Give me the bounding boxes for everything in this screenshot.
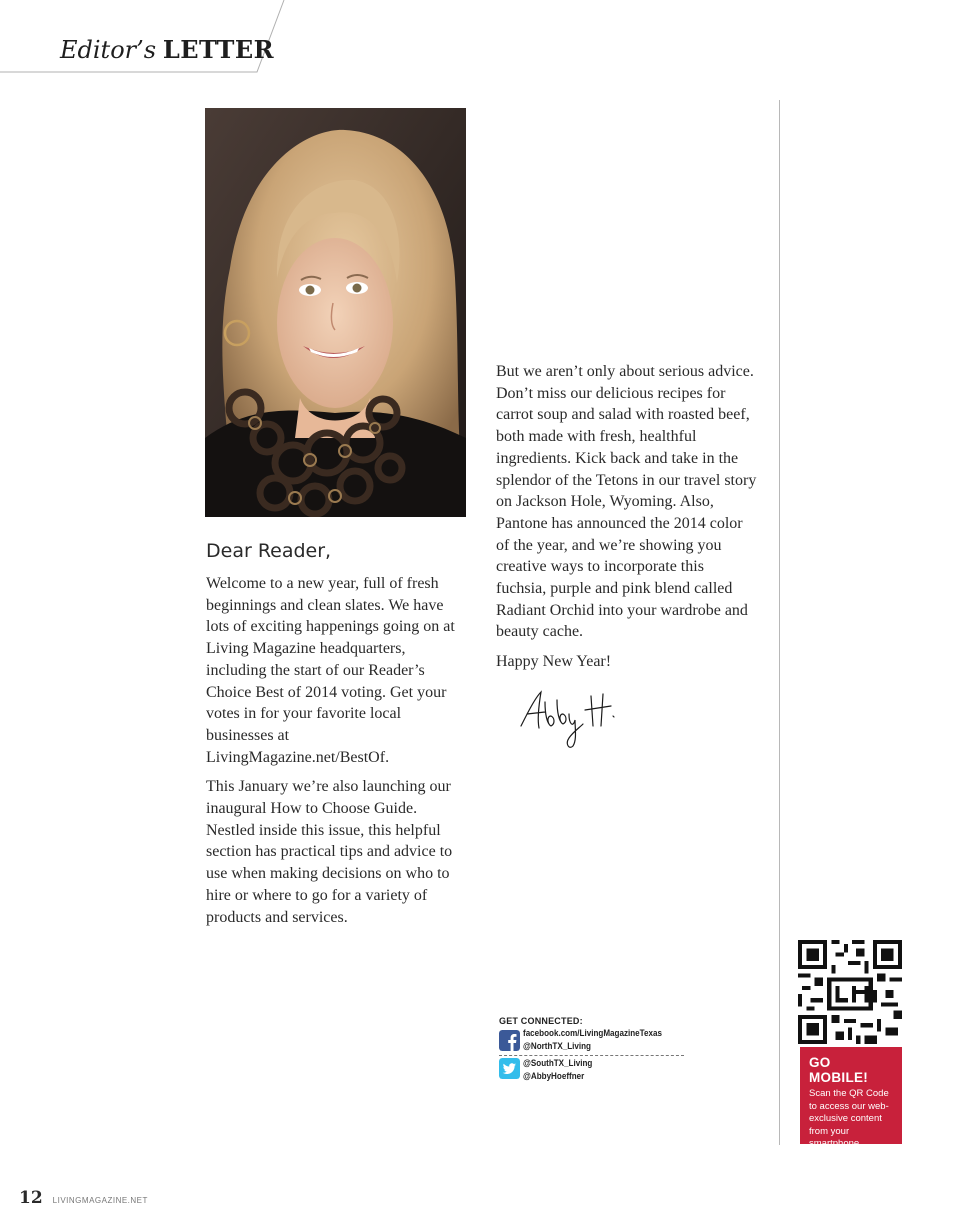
get-connected-block [499,1016,684,1083]
letter-paragraph: But we aren’t only about serious advice. Don’t miss our delicious recipes for carrot soup and salad with roasted beef, both made with fresh, healthful ingredients. Kick back and take in the splendor of the Tetons in our travel story on Jackson Hole, Wyoming. Also, Pantone has announced the 2014 color of the year, and we’re showing you creative ways to incorporate this fuchsia, purple and pink blend called Radiant Orchid into your wardrobe and beauty cache. [496,363,757,641]
editor-portrait-icon [205,108,466,517]
twitter-handle-abby[interactable]: @AbbyHoeffner [523,1070,585,1082]
facebook-row [499,1028,684,1056]
go-mobile-panel [800,1047,902,1150]
column-divider [779,100,780,1145]
page-number: 12 [19,1188,43,1208]
editor-signature [515,684,625,754]
letter-right-column [496,361,758,681]
section-title-italic: Editor’s [60,36,157,64]
qr-code-icon[interactable] [798,940,902,1044]
letter-left-column [206,573,468,936]
letter-salutation: Dear Reader, [206,540,332,562]
header-tab [0,0,290,74]
letter-closing: Happy New Year! [496,653,612,671]
section-title-bold: LETTER [162,35,275,64]
twitter-icon [499,1058,520,1079]
page-footer [19,1188,148,1208]
twitter-handle-north[interactable]: @NorthTX_Living [523,1040,591,1052]
site-url[interactable]: LIVINGMAGAZINE.NET [52,1196,148,1205]
letter-paragraph: Welcome to a new year, full of fresh beginnings and clean slates. We have lots of exciting happenings going on at Living Magazine headquarters, including the start of our Reader’s Choice Best of 2014 voting. Get your votes in for your favorite local businesses at LivingMagazine.net/BestOf. [206,575,455,766]
facebook-icon [499,1030,520,1051]
section-title [60,34,274,65]
twitter-handle-south[interactable]: @SouthTX_Living [523,1058,593,1069]
go-mobile-description: Scan the QR Code to access our web-exclusive content from your smartphone. [809,1088,889,1150]
twitter-row [499,1056,684,1083]
editor-portrait-photo [205,108,466,517]
get-connected-label: GET CONNECTED: [499,1016,583,1026]
facebook-link[interactable]: facebook.com/LivingMagazineTexas [523,1028,662,1039]
signature-icon [515,684,625,754]
go-mobile-title: GO MOBILE! [809,1055,869,1085]
letter-paragraph: This January we’re also launching our inaugural How to Choose Guide. Nestled inside this issue, this helpful section has practical tips and advice to use when making decisions on who to hire or where to go for a variety of products and services. [206,778,453,926]
